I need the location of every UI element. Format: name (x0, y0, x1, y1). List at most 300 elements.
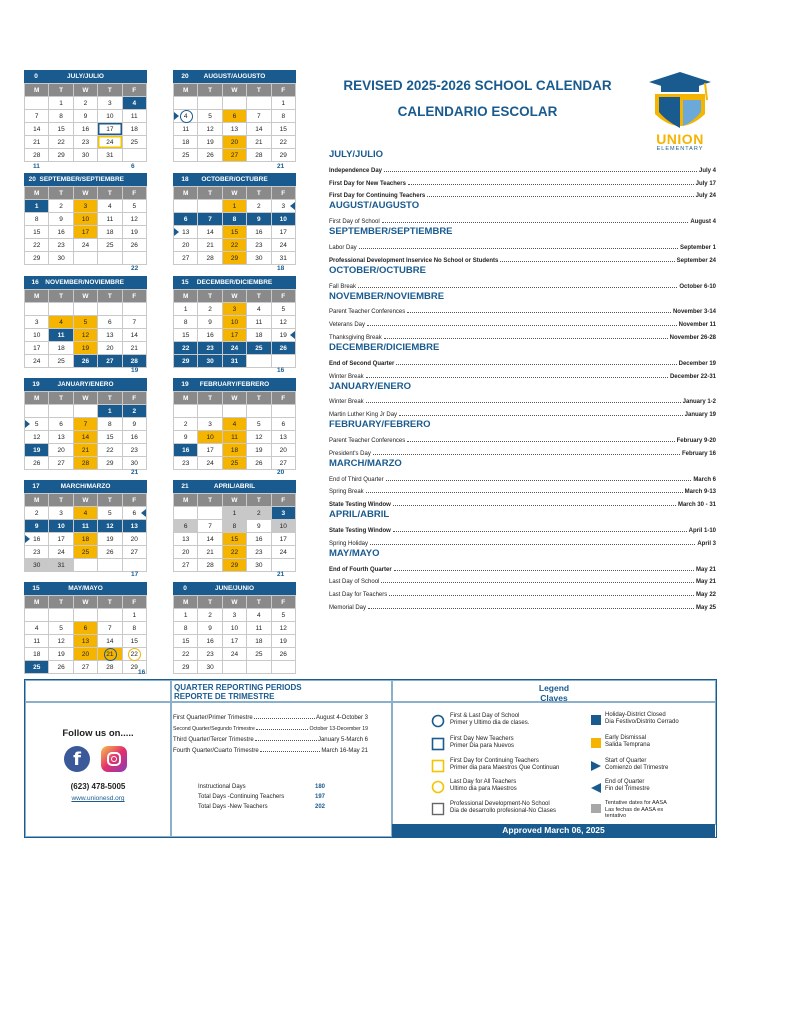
calendar-day: 11 (174, 123, 198, 136)
calendar-day: 27 (174, 252, 198, 265)
month-header (24, 480, 147, 493)
month-day-count: 15 (181, 279, 189, 286)
calendar-day: 22 (222, 239, 246, 252)
month-count-mar: 21 (131, 469, 139, 476)
calendar-day: 12 (271, 622, 295, 635)
calendar-day: 31 (98, 149, 122, 162)
calendar-day (49, 303, 73, 316)
calendar-day: 13 (49, 431, 73, 444)
weekday-label: W (222, 494, 246, 507)
weekday-label: W (222, 596, 246, 609)
weekday-label: T (49, 290, 73, 303)
weekday-label: T (98, 392, 122, 405)
calendar-day: 2 (198, 303, 222, 316)
calendar-day: 20 (98, 342, 122, 355)
calendar-day: 4 (25, 622, 49, 635)
calendar-day: 28 (198, 252, 222, 265)
quarter-dates: March 16-May 21 (321, 748, 368, 754)
calendar-day (98, 252, 122, 265)
weekday-label: W (222, 392, 246, 405)
calendar-month-jul (24, 70, 147, 162)
calendar-day: 7 (198, 520, 222, 533)
calendar-month-dec (173, 276, 296, 368)
leader-dots (407, 441, 674, 442)
month-name: MAY/MAYO (68, 585, 103, 592)
leader-dots (407, 312, 671, 313)
calendar-day: 20 (174, 546, 198, 559)
calendar-day: 26 (73, 355, 97, 368)
month-name: FEBRUARY/FEBRERO (199, 381, 270, 388)
leader-dots (396, 364, 676, 365)
event-row (329, 585, 716, 598)
calendar-day: 21 (73, 444, 97, 457)
calendar-day: 19 (122, 226, 146, 239)
month-day-count: 0 (183, 585, 187, 592)
calendar-day: 13 (174, 226, 198, 239)
calendar-day (122, 559, 146, 572)
footer-blank-cell (25, 680, 171, 702)
calendar-day: 12 (98, 520, 122, 533)
calendar-month-jan (24, 378, 147, 470)
gray-square-icon (431, 802, 445, 816)
calendar-day: 24 (73, 239, 97, 252)
weekday-label: F (271, 494, 295, 507)
weekday-label: F (122, 392, 146, 405)
event-title: Parent Teacher Conferences (329, 309, 406, 316)
calendar-day: 26 (25, 457, 49, 470)
calendar-month-jun (173, 582, 296, 674)
event-title: Last Day for Teachers (329, 592, 388, 599)
month-header (173, 70, 296, 83)
calendar-day: 27 (98, 355, 122, 368)
calendar-day: 20 (271, 444, 295, 457)
leader-dots (384, 338, 668, 339)
calendar-day (222, 405, 246, 418)
instagram-icon[interactable] (101, 746, 127, 772)
event-title: End of Fourth Quarter (329, 566, 392, 573)
legend-start-quarter: Start of Quarter Comienzo del Trimestre (605, 758, 669, 771)
event-date: September 24 (676, 257, 716, 264)
weekday-label: W (222, 187, 246, 200)
calendar-month-sep (24, 173, 147, 265)
calendar-day (271, 405, 295, 418)
calendar-day: 19 (198, 136, 222, 149)
calendar-month-may (24, 582, 147, 674)
calendar-day: 1 (271, 97, 295, 110)
weekday-label: T (247, 392, 271, 405)
month-day-count: 21 (181, 483, 189, 490)
calendar-day: 12 (271, 316, 295, 329)
calendar-day: 21 (198, 546, 222, 559)
calendar-day: 27 (174, 559, 198, 572)
total-value: 197 (315, 794, 326, 800)
calendar-day: 30 (247, 252, 271, 265)
calendar-day (271, 355, 295, 368)
calendar-day: 13 (73, 635, 97, 648)
calendar-day: 11 (49, 329, 73, 342)
calendar-day (73, 559, 97, 572)
calendar-day: 4 (98, 200, 122, 213)
calendar-day: 26 (49, 661, 73, 674)
calendar-day: 23 (247, 239, 271, 252)
calendar-day: 11 (247, 622, 271, 635)
weekday-label: M (25, 290, 49, 303)
event-title: Memorial Day (329, 604, 367, 611)
calendar-day: 20 (174, 239, 198, 252)
weekday-label: T (49, 84, 73, 97)
calendar-day: 6 (49, 418, 73, 431)
weekday-label: T (247, 187, 271, 200)
calendar-day: 25 (73, 546, 97, 559)
event-date: December 22-31 (669, 373, 716, 380)
calendar-day: 24 (222, 648, 246, 661)
calendar-day: 4 (174, 110, 198, 123)
weekday-label: M (174, 290, 198, 303)
leader-dots (260, 751, 321, 752)
quarter-cell (171, 702, 392, 837)
total-value: 180 (315, 784, 326, 790)
weekday-label: F (271, 84, 295, 97)
calendar-day: 25 (247, 648, 271, 661)
calendar-day: 2 (247, 200, 271, 213)
event-month-heading: NOVEMBER/NOVIEMBRE (329, 290, 445, 302)
calendar-day: 29 (49, 149, 73, 162)
calendar-day: 18 (98, 226, 122, 239)
month-header (24, 582, 147, 595)
event-date: September 1 (679, 244, 716, 251)
calendar-day: 9 (73, 110, 97, 123)
event-title: Spring Break (329, 489, 364, 496)
calendar-day: 12 (198, 123, 222, 136)
calendar-day: 13 (222, 123, 246, 136)
weekday-label: F (122, 290, 146, 303)
calendar-day: 21 (198, 239, 222, 252)
weekday-label: T (49, 392, 73, 405)
calendar-day: 24 (198, 457, 222, 470)
calendar-day: 19 (271, 635, 295, 648)
calendar-day: 1 (98, 405, 122, 418)
leader-dots (381, 582, 694, 583)
month-name: AUGUST/AUGUSTO (203, 73, 266, 80)
leader-dots (370, 544, 695, 545)
month-day-count: 20 (181, 73, 189, 80)
event-title: Veterans Day (329, 322, 366, 329)
calendar-day (247, 405, 271, 418)
quarter-name: Fourth Quarter/Cuarto Trimestre (173, 748, 259, 754)
event-row (329, 483, 716, 496)
calendar-day: 8 (49, 110, 73, 123)
legend-early-dismissal: Early Dismissal Salida Temprana (605, 735, 650, 748)
calendar-day: 13 (122, 520, 146, 533)
approved-banner: Approved March 06, 2025 (392, 824, 715, 837)
event-title: End of Third Quarter (329, 476, 384, 483)
calendar-day: 26 (247, 457, 271, 470)
calendar-day: 3 (271, 507, 295, 520)
event-date: March 6 (693, 476, 716, 483)
calendar-day: 29 (174, 355, 198, 368)
quarter-line (173, 726, 368, 732)
event-date: November 3-14 (672, 309, 716, 316)
event-date: July 4 (698, 167, 716, 174)
month-count-feb: 20 (277, 469, 285, 476)
calendar-day: 29 (122, 661, 146, 674)
weekday-label: M (174, 596, 198, 609)
calendar-day: 17 (198, 444, 222, 457)
event-title: Parent Teacher Conferences (329, 437, 406, 444)
calendar-day (174, 507, 198, 520)
weekday-label: M (174, 392, 198, 405)
calendar-day (247, 97, 271, 110)
leader-dots (366, 402, 681, 403)
calendar-day: 16 (73, 123, 97, 136)
event-date: May 22 (695, 592, 716, 599)
event-row (329, 303, 716, 316)
website-link[interactable]: www.unionesd.org (71, 795, 125, 802)
calendar-day: 20 (122, 533, 146, 546)
month-count-nov: 22 (131, 265, 139, 272)
month-header (24, 378, 147, 391)
event-month-heading: SEPTEMBER/SEPTIEMBRE (329, 226, 453, 238)
calendar-day: 5 (98, 507, 122, 520)
month-name: MARCH/MARZO (60, 483, 111, 490)
month-day-count: 15 (32, 585, 40, 592)
event-date: February 9-20 (676, 437, 716, 444)
calendar-day: 8 (174, 316, 198, 329)
event-title: Winter Break (329, 399, 364, 406)
calendar-day: 6 (122, 507, 146, 520)
calendar-day: 31 (49, 559, 73, 572)
calendar-day: 5 (25, 418, 49, 431)
calendar-day: 5 (122, 200, 146, 213)
calendar-day: 16 (247, 226, 271, 239)
month-name: JULY/JULIO (67, 73, 104, 80)
calendar-day: 28 (98, 661, 122, 674)
event-row (329, 212, 716, 225)
calendar-day: 25 (98, 239, 122, 252)
leader-dots (366, 492, 683, 493)
month-header (173, 480, 296, 493)
calendar-day: 22 (98, 444, 122, 457)
legend-last-day-teachers: Last Day for All Teachers Ultimo dia para Maestros (450, 779, 517, 792)
calendar-day: 26 (122, 239, 146, 252)
calendar-day: 20 (222, 136, 246, 149)
calendar-day: 9 (198, 316, 222, 329)
calendar-day: 18 (174, 136, 198, 149)
calendar-day: 5 (49, 622, 73, 635)
quarter-name: Second Quarter/Segundo Trimestre (173, 726, 255, 732)
total-line (198, 794, 338, 800)
calendar-day: 3 (25, 316, 49, 329)
calendar-day: 13 (174, 533, 198, 546)
month-count-dec: 16 (277, 367, 285, 374)
leader-dots (389, 595, 694, 596)
holiday-square-icon (591, 715, 601, 725)
calendar-month-mar (24, 480, 147, 572)
month-name: NOVEMBER/NOVIEMBRE (45, 279, 124, 286)
calendar-day: 7 (25, 110, 49, 123)
weekday-label: T (98, 187, 122, 200)
calendar-day: 25 (174, 149, 198, 162)
calendar-day: 17 (25, 342, 49, 355)
weekday-label: F (271, 187, 295, 200)
calendar-day: 8 (174, 622, 198, 635)
calendar-day (271, 559, 295, 572)
month-day-count: 0 (34, 73, 38, 80)
calendar-month-feb (173, 378, 296, 470)
quarter-name: Third Quarter/Tercer Trimestre (173, 737, 254, 743)
logo-subtitle: ELEMENTARY (656, 146, 704, 152)
calendar-day: 15 (174, 635, 198, 648)
calendar-day: 9 (247, 213, 271, 226)
event-row (329, 238, 716, 251)
calendar-day: 3 (73, 200, 97, 213)
calendar-day: 26 (271, 648, 295, 661)
calendar-day: 29 (174, 661, 198, 674)
event-month-heading: MARCH/MARZO (329, 457, 402, 469)
leader-dots (368, 608, 694, 609)
calendar-day: 19 (271, 329, 295, 342)
calendar-day: 6 (73, 622, 97, 635)
calendar-day: 22 (25, 239, 49, 252)
weekday-label: M (174, 187, 198, 200)
calendar-day: 8 (98, 418, 122, 431)
social-cell (25, 702, 171, 837)
calendar-day: 14 (247, 123, 271, 136)
calendar-day (49, 405, 73, 418)
calendar-day: 19 (98, 533, 122, 546)
calendar-day: 14 (198, 226, 222, 239)
calendar-day (122, 303, 146, 316)
month-day-count: 16 (31, 279, 39, 286)
calendar-day: 10 (222, 622, 246, 635)
calendar-day: 12 (122, 213, 146, 226)
end-quarter-icon (590, 782, 602, 794)
calendar-day: 2 (49, 200, 73, 213)
calendar-day: 3 (49, 507, 73, 520)
logo-wordmark: UNION (656, 131, 704, 147)
month-name: DECEMBER/DICIEMBRE (196, 279, 273, 286)
calendar-day: 24 (49, 546, 73, 559)
event-date: January 1-2 (682, 399, 716, 406)
calendar-day: 17 (49, 533, 73, 546)
calendar-day: 24 (271, 546, 295, 559)
leader-dots (254, 718, 315, 719)
month-header (173, 582, 296, 595)
month-count-sep: 6 (131, 163, 135, 170)
weekday-label: F (271, 596, 295, 609)
weekday-label: W (73, 596, 97, 609)
gold-circle-icon (431, 780, 445, 794)
calendar-day: 31 (271, 252, 295, 265)
event-month-heading: JANUARY/ENERO (329, 380, 411, 392)
month-name: APRIL/ABRIL (213, 483, 256, 490)
calendar-day (98, 559, 122, 572)
calendar-day: 10 (271, 520, 295, 533)
calendar-day: 12 (49, 635, 73, 648)
event-row (329, 277, 716, 290)
calendar-day: 4 (222, 418, 246, 431)
calendar-day: 22 (49, 136, 73, 149)
calendar-day: 20 (49, 444, 73, 457)
calendar-day: 3 (198, 418, 222, 431)
calendar-day: 22 (174, 342, 198, 355)
weekday-label: F (122, 596, 146, 609)
calendar-day: 15 (222, 226, 246, 239)
total-line (198, 784, 338, 790)
weekday-label: T (49, 187, 73, 200)
weekday-label: W (73, 187, 97, 200)
calendar-day: 27 (271, 457, 295, 470)
event-title: Last Day of School (329, 579, 380, 586)
event-row (329, 573, 716, 586)
leader-dots (393, 531, 687, 532)
calendar-day: 2 (122, 405, 146, 418)
calendar-day: 25 (49, 355, 73, 368)
calendar-month-aug (173, 70, 296, 162)
weekday-label: T (198, 596, 222, 609)
weekday-label: M (25, 494, 49, 507)
event-row (329, 534, 716, 547)
month-name: OCTOBER/OCTUBRE (201, 176, 268, 183)
legend-new-teachers: First Day New Teachers Primer Dia para Nuevos (450, 736, 515, 749)
total-value: 202 (315, 804, 326, 810)
calendar-day: 14 (25, 123, 49, 136)
quarter-title: QUARTER REPORTING PERIODS (174, 683, 302, 692)
total-line (198, 804, 338, 810)
month-day-count: 18 (181, 176, 189, 183)
calendar-day: 29 (222, 252, 246, 265)
calendar-day: 15 (174, 329, 198, 342)
event-date: April 1-10 (688, 527, 716, 534)
weekday-label: F (122, 84, 146, 97)
event-row (329, 431, 716, 444)
month-name: JUNE/JUNIO (214, 585, 254, 592)
event-row (329, 187, 716, 200)
calendar-title: REVISED 2025-2026 SCHOOL CALENDAR (343, 78, 612, 93)
calendar-day: 6 (98, 316, 122, 329)
month-header (24, 70, 147, 83)
calendar-day: 25 (247, 342, 271, 355)
calendar-day: 1 (174, 609, 198, 622)
calendar-day: 17 (73, 226, 97, 239)
calendar-day: 28 (198, 559, 222, 572)
calendar-day: 8 (222, 520, 246, 533)
calendar-day (247, 661, 271, 674)
event-month-heading: OCTOBER/OCTUBRE (329, 264, 426, 276)
quarter-line (173, 737, 368, 743)
calendar-day: 11 (122, 110, 146, 123)
calendar-day: 30 (122, 457, 146, 470)
leader-dots (382, 222, 689, 223)
calendar-day (198, 507, 222, 520)
calendar-day (222, 97, 246, 110)
calendar-day: 13 (271, 431, 295, 444)
calendar-day: 17 (271, 533, 295, 546)
weekday-label: T (98, 596, 122, 609)
calendar-day: 30 (198, 355, 222, 368)
event-row (329, 174, 716, 187)
calendar-day: 18 (49, 342, 73, 355)
quarter-name: First Quarter/Primer Trimestre (173, 715, 253, 721)
leader-dots (394, 570, 694, 571)
facebook-icon[interactable]: f (64, 746, 90, 772)
calendar-day: 20 (73, 648, 97, 661)
calendar-day: 16 (247, 533, 271, 546)
calendar-day (174, 405, 198, 418)
event-date: January 19 (684, 412, 716, 419)
month-name: SEPTEMBER/SEPTIEMBRE (39, 176, 124, 183)
calendar-day: 1 (49, 97, 73, 110)
